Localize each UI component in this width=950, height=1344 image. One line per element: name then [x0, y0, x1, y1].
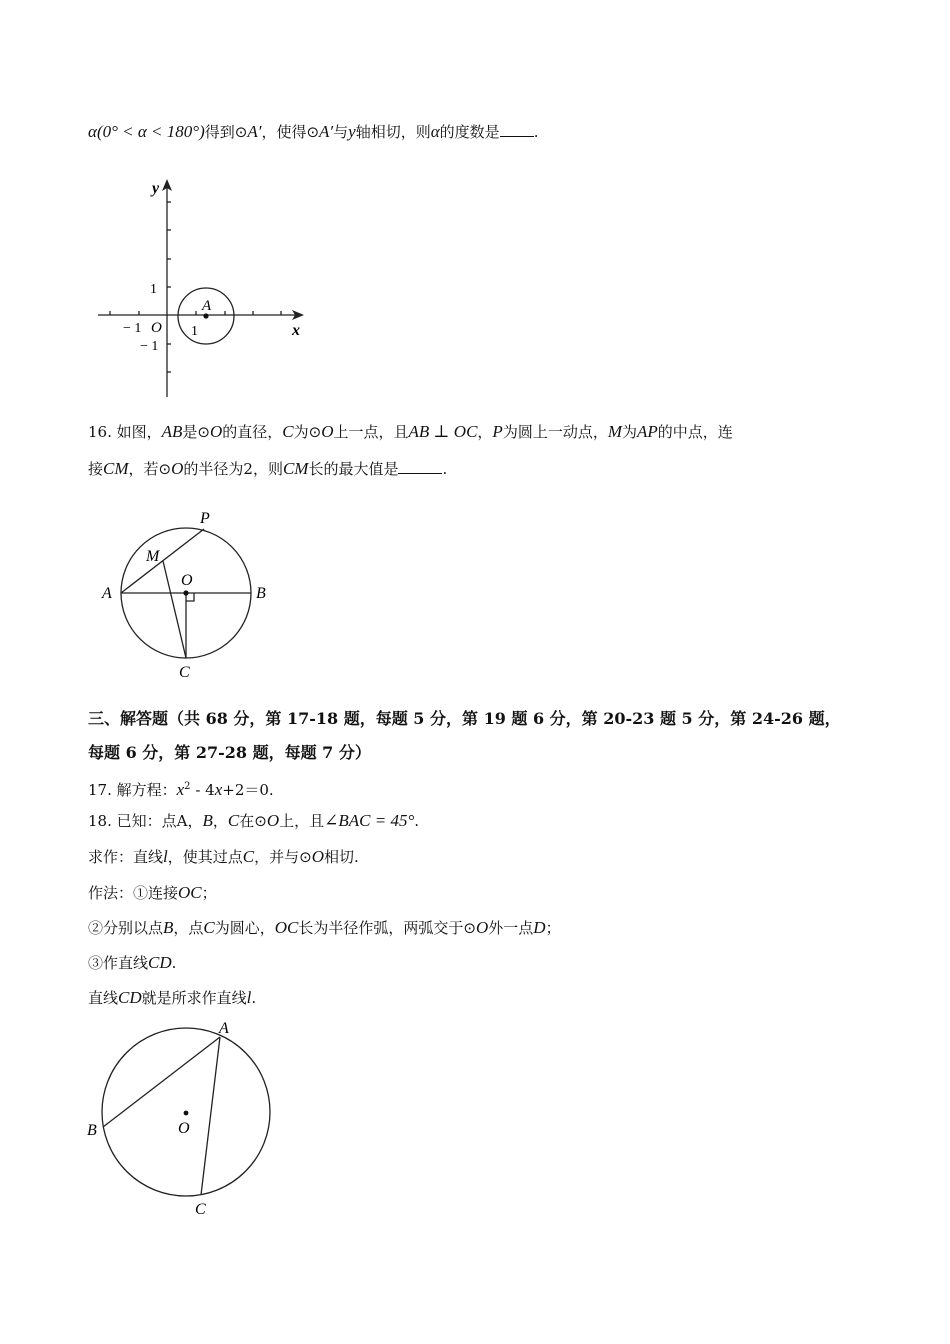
section-3-heading-line2: 每题 6 分，第 27-28 题，每题 7 分）	[88, 743, 371, 762]
figure-circle-ABC	[80, 1015, 300, 1225]
tick-label-x-minus-1: − 1	[123, 321, 142, 336]
label-O: O	[181, 572, 193, 589]
y-axis-label: y	[152, 180, 160, 197]
label-A: A	[102, 585, 112, 602]
x-axis-label: x	[292, 322, 300, 339]
chord-AB	[103, 1037, 220, 1127]
q16-line1: 16. 如图，AB是⊙O的直径，C为⊙O上一点，且AB ⊥ OC，P为圆上一动点，M为AP的中点，连	[88, 422, 733, 441]
alpha-symbol: α	[88, 122, 97, 141]
point-A-label: A	[202, 298, 212, 314]
point-A-dot	[203, 313, 208, 318]
figure-coordinate-circle	[90, 175, 330, 415]
q18-given: 18. 已知：点A，B，C在⊙O上，且∠BAC = 45°.	[88, 811, 420, 830]
label-O: O	[178, 1120, 190, 1137]
center-O-dot	[184, 1111, 189, 1116]
label-P: P	[200, 510, 210, 527]
center-O-dot	[183, 590, 188, 595]
label-M: M	[146, 548, 160, 565]
chord-AC	[201, 1037, 220, 1195]
origin-label: O	[151, 320, 162, 336]
q18-step3: ③作直线CD.	[88, 953, 177, 972]
label-C: C	[179, 664, 190, 681]
q18-requirement: 求作：直线l，使其过点C，并与⊙O相切.	[88, 847, 359, 866]
q15-text: α(0° < α < 180°)得到⊙A′，使得⊙A′与y轴相切，则α的度数是 .	[88, 122, 539, 141]
q18-step2: ②分别以点B，点C为圆心，OC长为半径作弧，两弧交于⊙O外一点D；	[88, 918, 561, 937]
label-B: B	[87, 1122, 97, 1139]
label-C: C	[195, 1201, 206, 1218]
q17-text: 17. 解方程：$x^2 - 4x+2=0$.	[88, 780, 274, 799]
label-B: B	[256, 585, 266, 602]
tick-label-y-minus-1: − 1	[140, 339, 159, 354]
alpha-range: (0° < α < 180°)	[96, 122, 205, 141]
figure-circle-AB-diameter	[98, 505, 298, 685]
answer-blank	[500, 122, 534, 137]
tick-label-x-1: 1	[191, 324, 198, 339]
label-A: A	[219, 1020, 229, 1037]
tick-label-y-1: 1	[150, 282, 157, 297]
section-3-heading-line1: 三、解答题（共 68 分，第 17-18 题，每题 5 分，第 19 题 6 分，第 20-23 题 5 分，第 24-26 题，	[88, 709, 841, 728]
q18-step1: 作法：①连接OC；	[88, 883, 217, 902]
q16-line2: 接CM，若⊙O的半径为2，则CM长的最大值是 .	[88, 459, 448, 478]
q18-conclusion: 直线CD就是所求作直线l.	[88, 988, 257, 1007]
answer-blank	[398, 459, 442, 474]
